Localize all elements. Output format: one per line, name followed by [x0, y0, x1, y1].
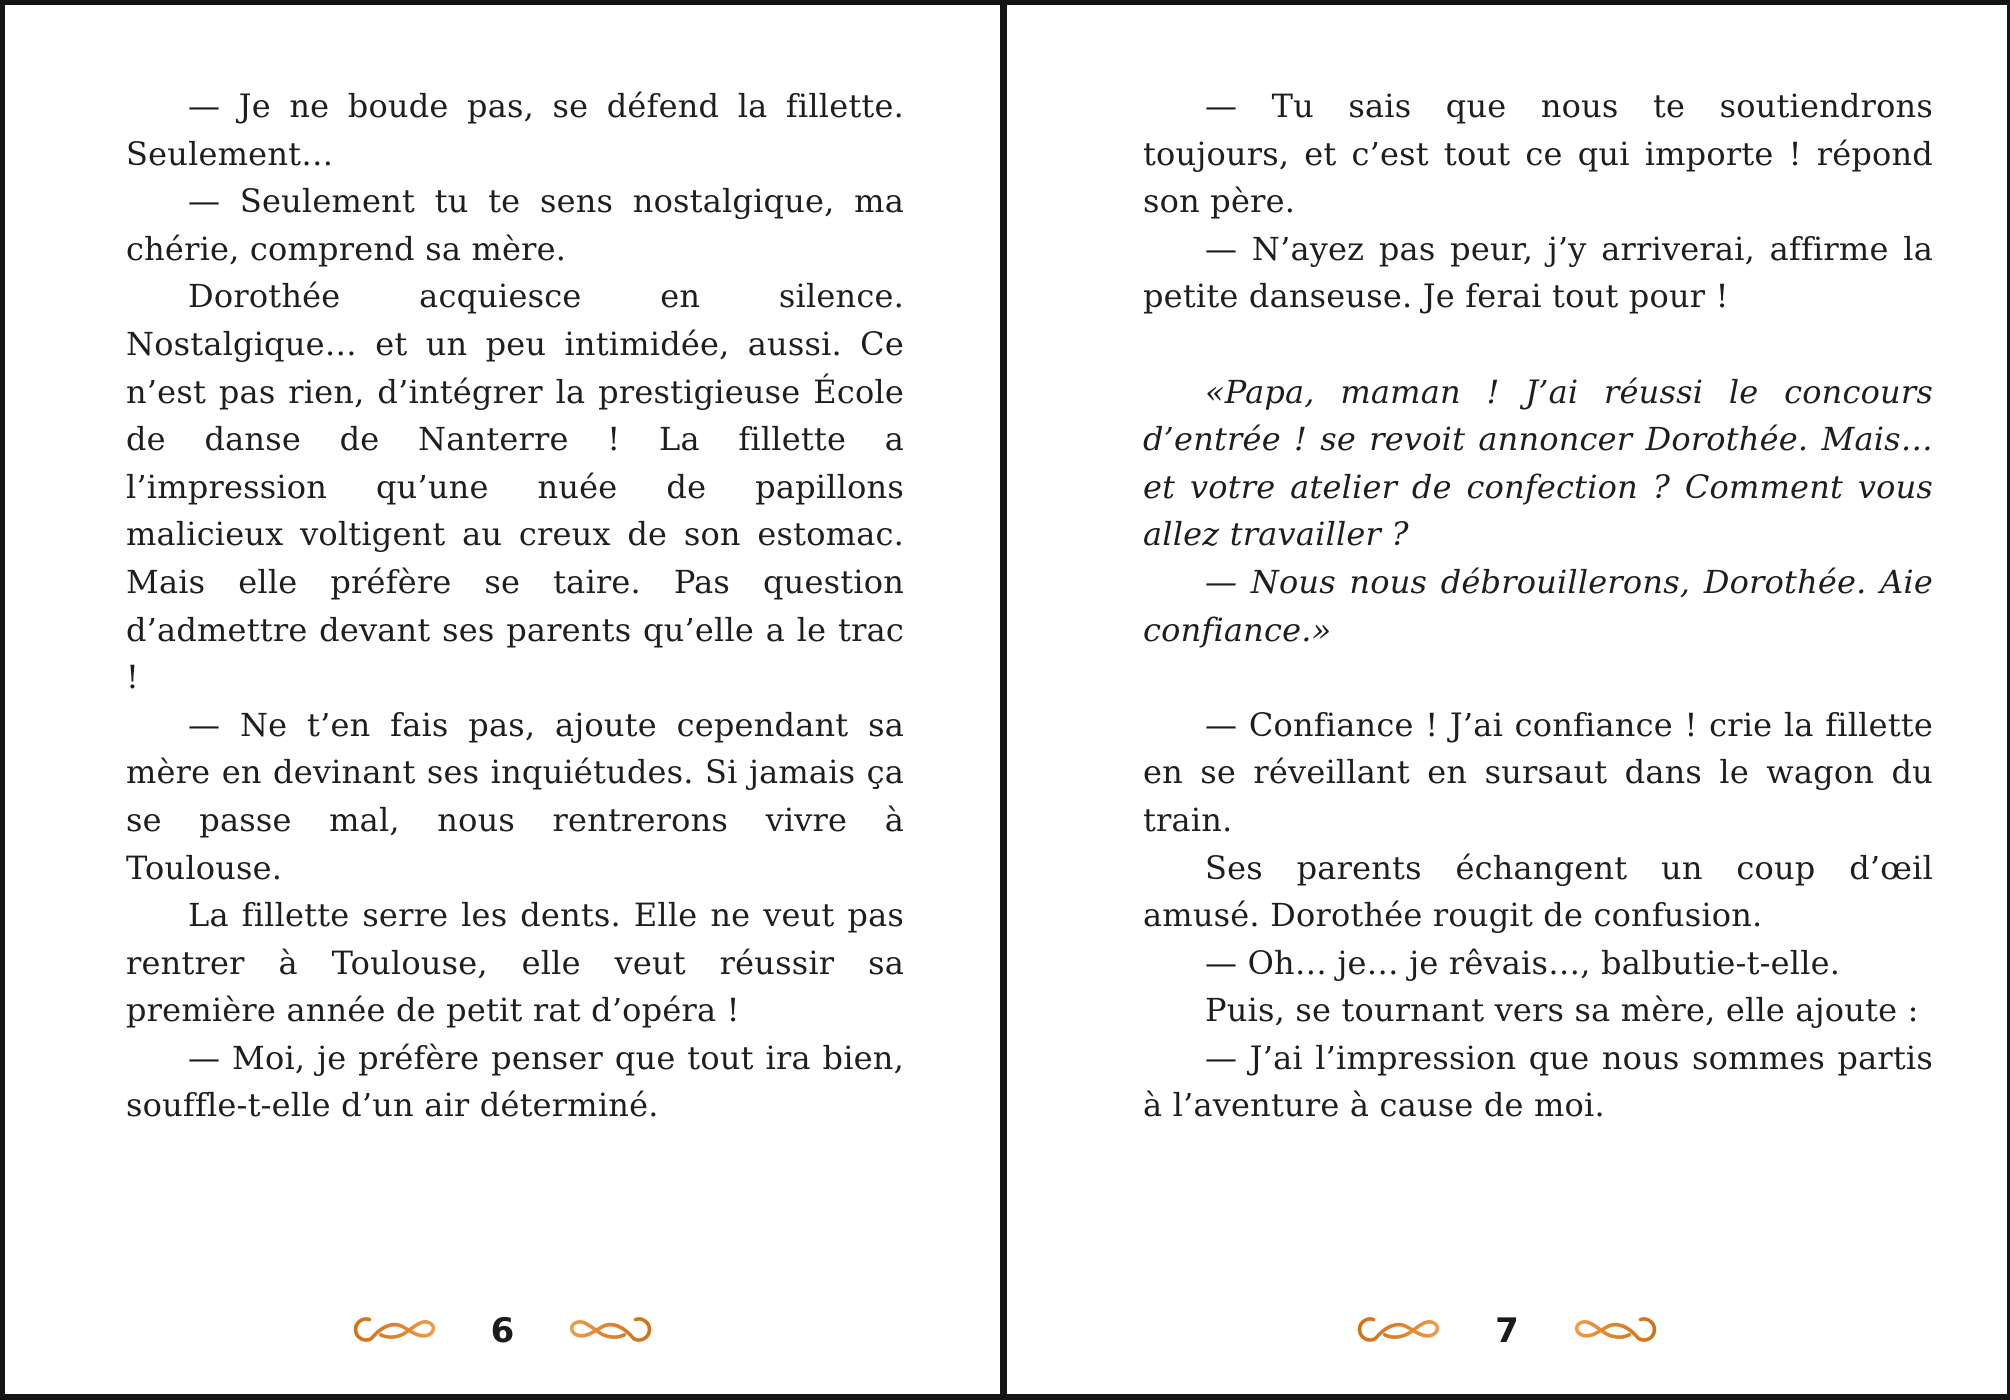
paragraph: — J’ai l’impression que nous sommes partis à l’aventure à cause de moi. — [1143, 1038, 1933, 1125]
flourish-icon — [1349, 1310, 1457, 1352]
paragraph: — Confiance ! J’ai confiance ! crie la fillette en se réveillant en sursaut dans le wagon du train. — [1143, 705, 1933, 839]
page-footer — [5, 1286, 1000, 1394]
flourish-icon — [552, 1310, 660, 1352]
paragraph: Puis, se tournant vers sa mère, elle ajoute : — [1205, 991, 1919, 1030]
page-footer — [1007, 1286, 2007, 1394]
paragraph: Ses parents échangent un coup d’œil amusé. Dorothée rougit de confusion. — [1143, 848, 1933, 935]
paragraph: — N’ayez pas peur, j’y arriverai, affirme la petite danseuse. Je ferai tout pour ! — [1143, 229, 1933, 316]
paragraph: — Je ne boude pas, se défend la fillette. Seulement… — [126, 87, 904, 173]
book-page-right — [1007, 5, 2007, 1394]
paragraph: — Moi, je préfère penser que tout ira bien, souffle-t-elle d’un air déterminé. — [126, 1038, 904, 1125]
flourish-icon — [345, 1310, 453, 1352]
paragraph: — Seulement tu te sens nostalgique, ma chérie, comprend sa mère. — [126, 182, 904, 268]
paragraph: La fillette serre les dents. Elle ne veut pas rentrer à Toulouse, elle veut réussir sa première année de petit rat d’opéra ! — [126, 896, 904, 1030]
paragraph: Dorothée acquiesce en silence. Nostalgique… et un peu intimidée, aussi. Ce n’est pas rien, d’intégrer la prestigieuse École de danse de Nanterre ! La fillette a l’impression qu’une nuée de papillons malicieux voltigent au creux de son estomac. Mais elle préfère se taire. Pas question d’admettre devant ses parents qu’elle a le trac ! — [126, 277, 904, 697]
paragraph: «Papa, maman ! J’ai réussi le concours d’entrée ! se revoit annoncer Dorothée. Mais… et votre atelier de confection ? Comment vous allez travailler ? — [1143, 372, 1933, 554]
paragraph: — Nous nous débrouillerons, Dorothée. Aie confiance.» — [1143, 562, 1933, 649]
flourish-icon — [1557, 1310, 1665, 1352]
paragraph: — Oh… je… je rêvais…, balbutie-t-elle. — [1205, 943, 1841, 982]
paragraph: — Tu sais que nous te soutiendrons toujours, et c’est tout ce qui importe ! répond son père. — [1143, 87, 1933, 221]
page-number: 6 — [490, 1311, 515, 1351]
page-text — [5, 5, 1000, 1286]
page-text — [1007, 5, 2007, 1286]
paragraph: — Ne t’en fais pas, ajoute cependant sa mère en devinant ses inquiétudes. Si jamais ça se passe mal, nous rentrerons vivre à Toulouse. — [126, 705, 904, 887]
page-number: 7 — [1495, 1311, 1519, 1351]
book-page-left — [5, 5, 1000, 1394]
